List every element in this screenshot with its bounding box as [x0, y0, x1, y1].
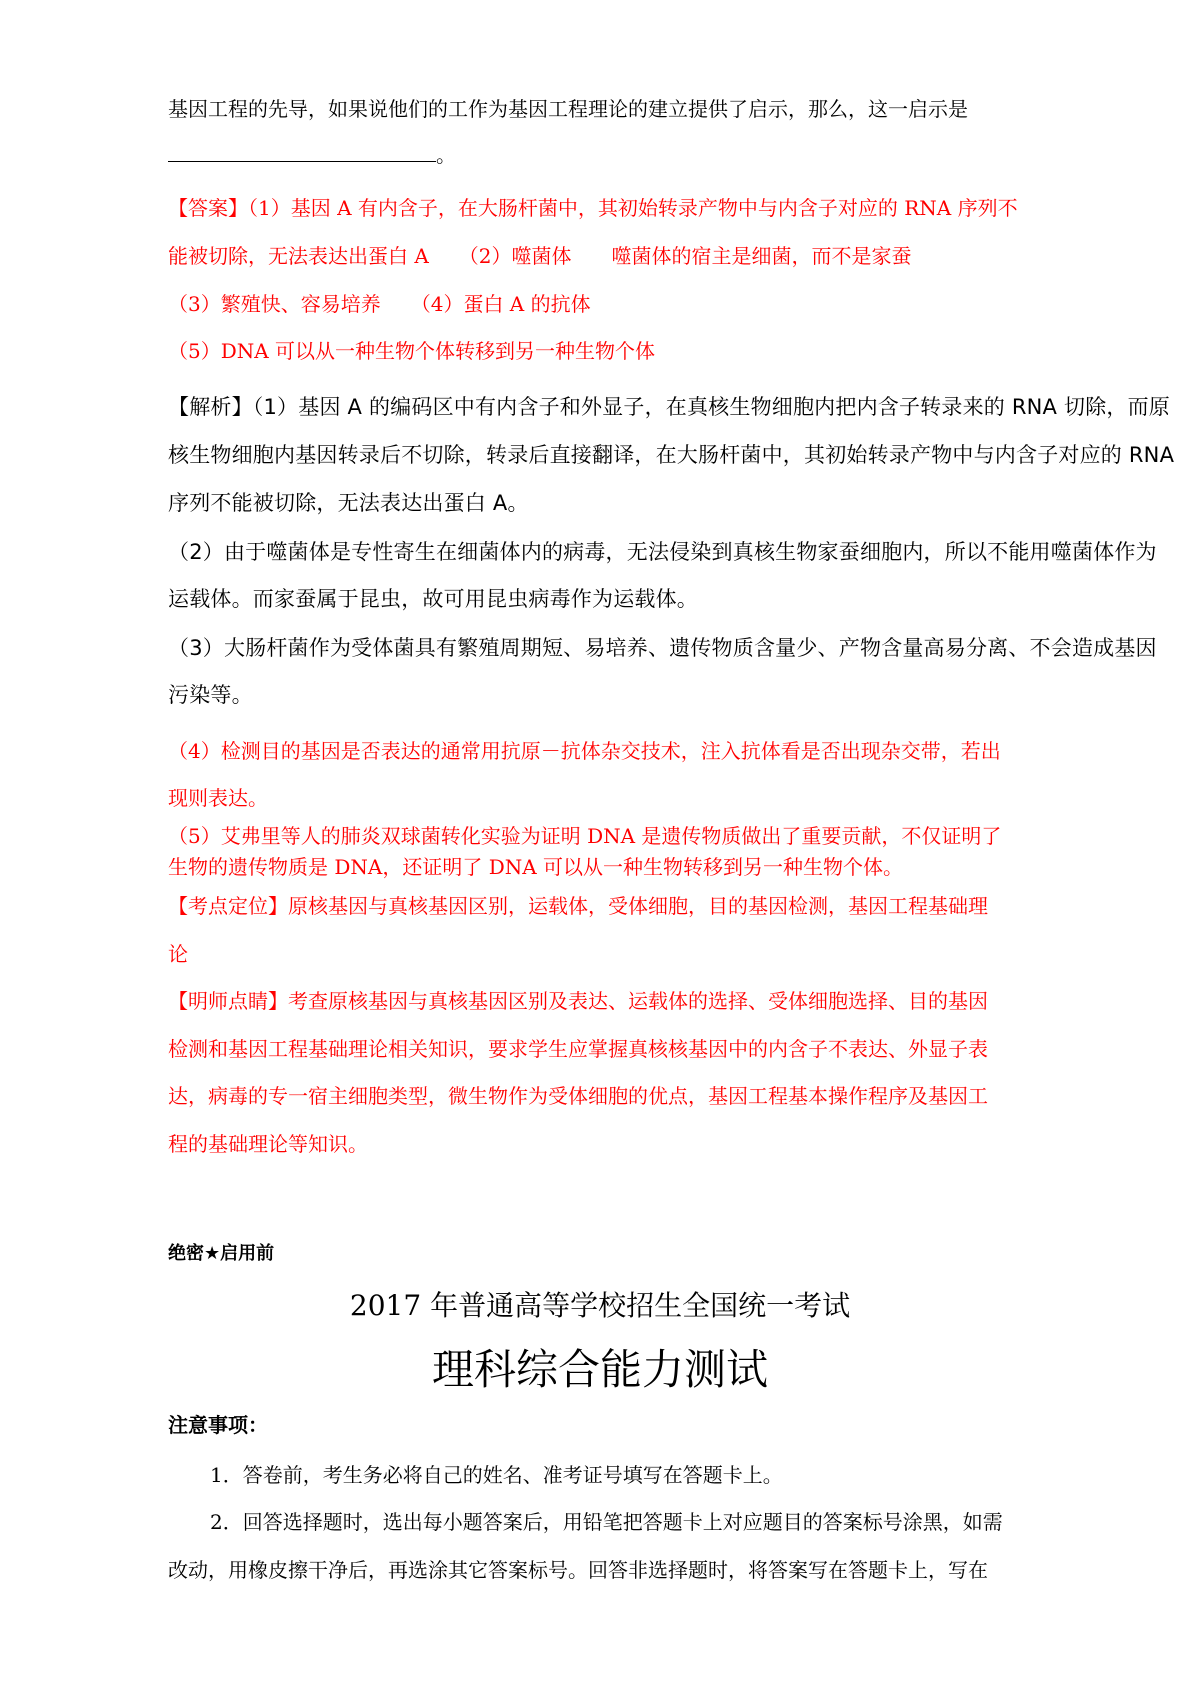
teacher-tip-line-3: 达，病毒的专一宿主细胞类型，微生物作为受体细胞的优点，基因工程基本操作程序及基因工 [168, 1084, 988, 1108]
analysis-line-5: 运载体。而家蚕属于昆虫，故可用昆虫病毒作为运载体。 [168, 587, 698, 611]
notice-item-2-line-2: 改动，用橡皮擦干净后，再选涂其它答案标号。回答非选择题时，将答案写在答题卡上，写在 [168, 1558, 988, 1582]
analysis-line-2: 核生物细胞内基因转录后不切除，转录后直接翻译，在大肠杆菌中，其初始转录产物中与内含子对应的 RNA [168, 443, 1175, 467]
red-line-3: （5）艾弗里等人的肺炎双球菌转化实验为证明 DNA 是遗传物质做出了重要贡献，不仅证明了 [168, 824, 1002, 848]
question-text-line: 基因工程的先导，如果说他们的工作为基因工程理论的建立提供了启示，那么，这一启示是 [168, 97, 968, 121]
answer-line-2: 能被切除，无法表达出蛋白 A （2）噬菌体 噬菌体的宿主是细菌，而不是家蚕 [168, 244, 912, 268]
exam-point-line-1: 【考点定位】原核基因与真核基因区别，运载体，受体细胞，目的基因检测，基因工程基础理 [168, 894, 988, 918]
blank-end-mark: 。 [436, 143, 456, 167]
notice-item-2-line-1: 2．回答选择题时，选出每小题答案后，用铅笔把答题卡上对应题目的答案标号涂黑，如需 [210, 1510, 1003, 1534]
notice-heading: 注意事项： [168, 1413, 268, 1437]
exam-main-title: 理科综合能力测试 [431, 1345, 768, 1394]
answer-line-3: （3）繁殖快、容易培养 （4）蛋白 A 的抗体 [168, 292, 591, 316]
red-line-4: 生物的遗传物质是 DNA，还证明了 DNA 可以从一种生物转移到另一种生物个体。 [168, 855, 904, 879]
teacher-tip-line-2: 检测和基因工程基础理论相关知识，要求学生应掌握真核核基因中的内含子不表达、外显子表 [168, 1037, 988, 1061]
analysis-line-4: （2）由于噬菌体是专性寄生在细菌体内的病毒，无法侵染到真核生物家蚕细胞内，所以不能用噬菌体作为 [168, 540, 1157, 564]
teacher-tip-line-4: 程的基础理论等知识。 [168, 1132, 368, 1156]
analysis-line-1: 【解析】（1）基因 A 的编码区中有内含子和外显子，在真核生物细胞内把内含子转录来的 RNA 切除，而原 [168, 395, 1170, 419]
analysis-line-6: （3）大肠杆菌作为受体菌具有繁殖周期短、易培养、遗传物质含量少、产物含量高易分离、不会造成基因 [168, 636, 1157, 660]
teacher-tip-line-1: 【明师点睛】考查原核基因与真核基因区别及表达、运载体的选择、受体细胞选择、目的基因 [168, 989, 988, 1013]
red-line-1: （4）检测目的基因是否表达的通常用抗原－抗体杂交技术，注入抗体看是否出现杂交带，若出 [168, 739, 1001, 763]
analysis-line-7: 污染等。 [168, 683, 253, 707]
answer-line-1: 【答案】（1）基因 A 有内含子，在大肠杆菌中，其初始转录产物中与内含子对应的 RNA 序列不 [168, 196, 1018, 220]
notice-item-1: 1．答卷前，考生务必将自己的姓名、准考证号填写在答题卡上。 [210, 1463, 783, 1487]
fill-in-blank [168, 143, 436, 162]
exam-year-title: 2017 年普通高等学校招生全国统一考试 [349, 1289, 851, 1322]
confidential-mark: 绝密★启用前 [168, 1243, 275, 1264]
analysis-line-3: 序列不能被切除，无法表达出蛋白 A。 [168, 491, 529, 515]
answer-line-4: （5）DNA 可以从一种生物个体转移到另一种生物个体 [168, 339, 656, 363]
red-line-2: 现则表达。 [168, 786, 268, 810]
exam-point-line-2: 论 [168, 942, 188, 966]
answer-blank-line [168, 142, 456, 168]
